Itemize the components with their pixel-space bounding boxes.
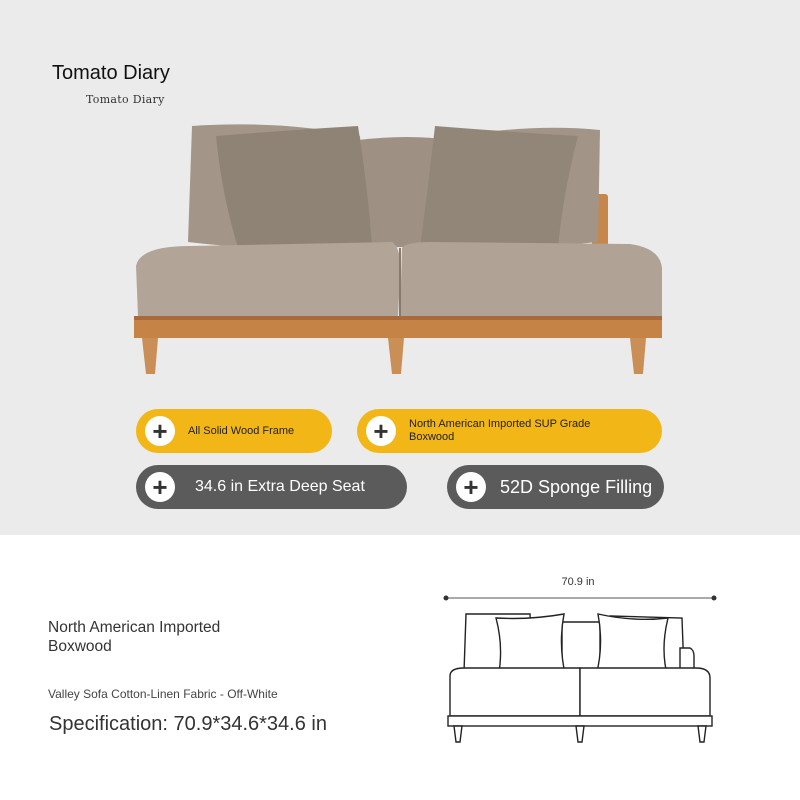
sofa-product-image: [130, 118, 670, 380]
brand-watermark: Tomato Diary: [86, 93, 165, 106]
feature-label: 52D Sponge Filling: [500, 476, 653, 497]
specification-text: Specification: 70.9*34.6*34.6 in: [49, 713, 327, 735]
feature-label: 34.6 in Extra Deep Seat: [195, 478, 365, 495]
width-dimension-label: 70.9 in: [561, 576, 595, 588]
feature-boxwood: [357, 409, 662, 453]
plus-icon: +: [456, 472, 486, 502]
sofa-dimension-diagram: [440, 592, 725, 747]
feature-solid-wood-frame: [136, 409, 332, 453]
material-title: North American Imported Boxwood: [48, 619, 221, 655]
product-name: Valley Sofa Cotton-Linen Fabric - Off-White: [48, 687, 278, 701]
plus-icon: +: [366, 416, 396, 446]
feature-label: All Solid Wood Frame: [188, 424, 295, 437]
feature-deep-seat: [136, 465, 407, 509]
plus-icon: +: [145, 416, 175, 446]
feature-label: North American Imported SUP Grade Boxwood: [409, 418, 591, 443]
feature-sponge-filling: [447, 465, 664, 509]
plus-icon: +: [145, 472, 175, 502]
brand-logo: Tomato Diary: [52, 62, 170, 84]
